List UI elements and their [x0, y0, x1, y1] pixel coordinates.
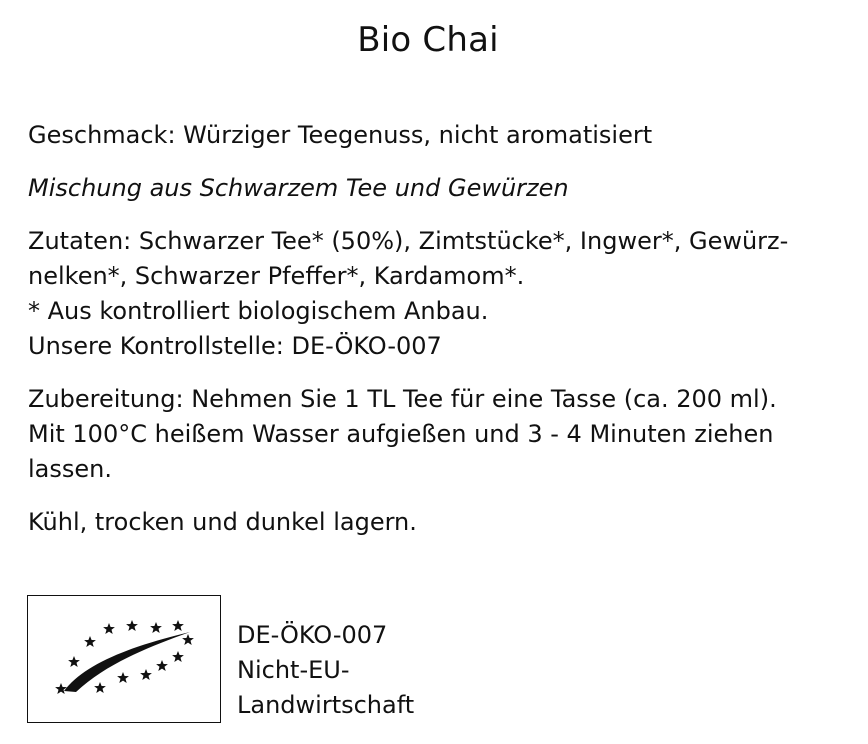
preparation-line-2: Mit 100°C heißem Wasser aufgießen und 3 - 4 Minuten ziehen	[28, 420, 774, 448]
eu-organic-leaf-icon	[28, 596, 220, 722]
preparation-block	[28, 382, 838, 487]
page-title: Bio Chai	[357, 20, 499, 60]
origin-line-1: Nicht-EU-	[237, 656, 350, 684]
ingredients-line-1: Zutaten: Schwarzer Tee* (50%), Zimtstücke*, Ingwer*, Gewürz-	[28, 227, 789, 255]
taste-text: Geschmack: Würziger Teegenuss, nicht aromatisiert	[28, 121, 653, 149]
eu-organic-logo	[27, 595, 221, 723]
preparation-line-1: Zubereitung: Nehmen Sie 1 TL Tee für eine Tasse (ca. 200 ml).	[28, 385, 777, 413]
origin-line-2: Landwirtschaft	[237, 691, 415, 719]
preparation-line-3: lassen.	[28, 455, 112, 483]
organic-footnote: * Aus kontrolliert biologischem Anbau.	[28, 297, 489, 325]
storage-text: Kühl, trocken und dunkel lagern.	[28, 508, 417, 536]
certification-info	[237, 618, 414, 723]
product-description	[28, 118, 838, 540]
blend-text: Mischung aus Schwarzem Tee und Gewürzen	[28, 174, 569, 202]
control-body-text: Unsere Kontrollstelle: DE-ÖKO-007	[28, 332, 442, 360]
ingredients-block	[28, 224, 838, 364]
ingredients-line-2: nelken*, Schwarzer Pfeffer*, Kardamom*.	[28, 262, 525, 290]
certification-code: DE-ÖKO-007	[237, 621, 388, 649]
